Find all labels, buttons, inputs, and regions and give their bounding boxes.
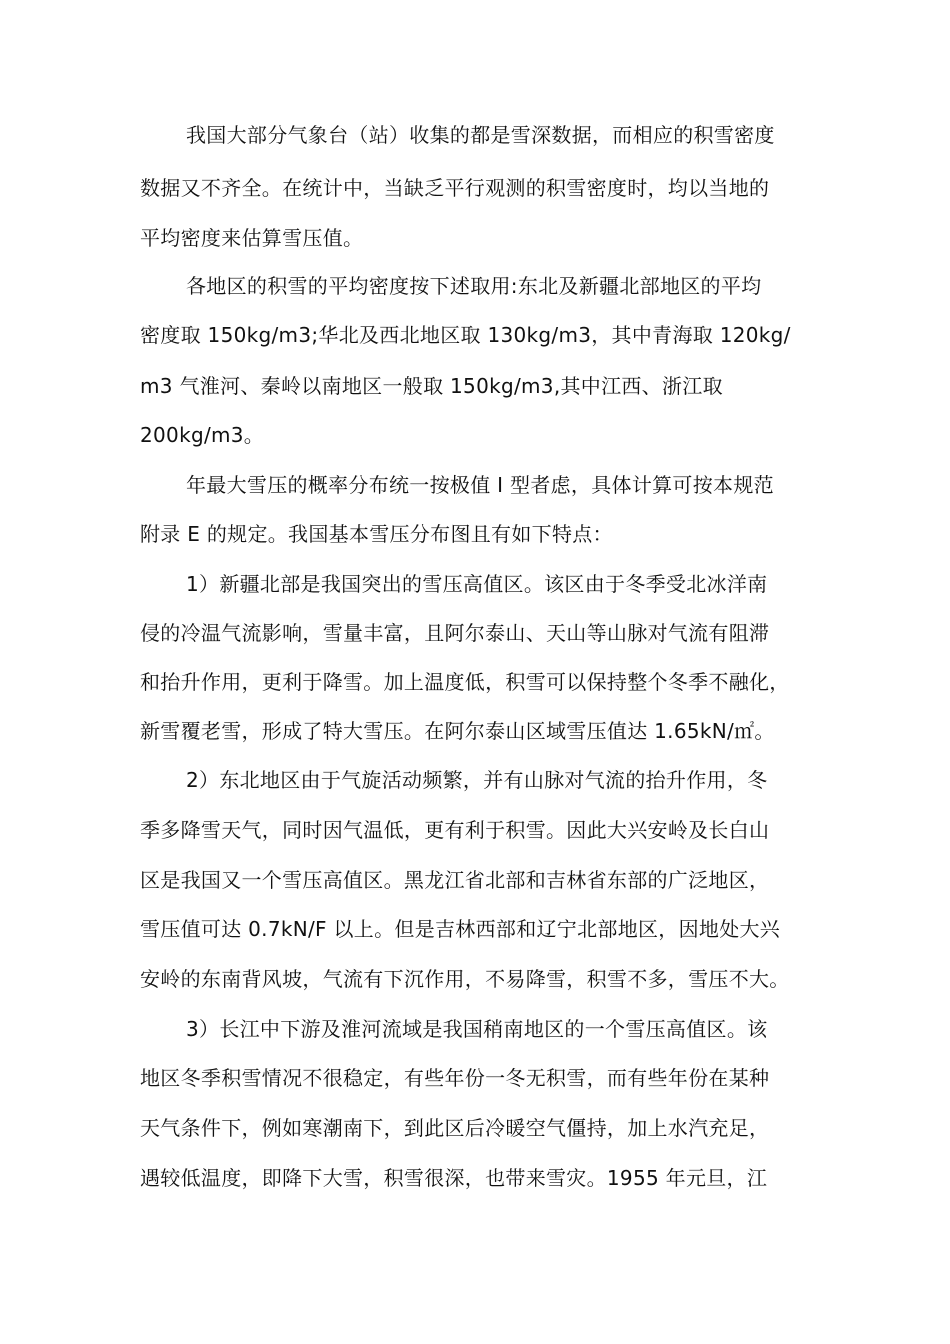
text-line: 季多降雪天气，同时因气温低，更有利于积雪。因此大兴安岭及长白山	[140, 818, 770, 842]
text-line: 密度取 150kg/m3;华北及西北地区取 130kg/m3，其中青海取 120kg/	[140, 323, 791, 347]
text-line: 和抬升作用，更利于降雪。加上温度低，积雪可以保持整个冬季不融化，	[140, 670, 790, 694]
text-line: 2）东北地区由于气旋活动频繁，并有山脉对气流的抬升作用，冬	[186, 768, 768, 792]
text-line: 数据又不齐全。在统计中，当缺乏平行观测的积雪密度时，均以当地的	[140, 176, 770, 200]
text-line: m3 气淮河、秦岭以南地区一般取 150kg/m3,其中江西、浙江取	[140, 374, 723, 398]
text-line: 遇较低温度，即降下大雪，积雪很深，也带来雪灾。1955 年元旦，江	[140, 1166, 768, 1190]
text-line: 区是我国又一个雪压高值区。黑龙江省北部和吉林省东部的广泛地区，	[140, 868, 770, 892]
text-line: 200kg/m3。	[140, 423, 265, 447]
text-line: 雪压值可达 0.7kN/F 以上。但是吉林西部和辽宁北部地区，因地处大兴	[140, 917, 781, 941]
text-line: 新雪覆老雪，形成了特大雪压。在阿尔泰山区域雪压值达 1.65kN/㎡。	[140, 719, 775, 743]
text-line: 年最大雪压的概率分布统一按极值 I 型者虑，具体计算可按本规范	[186, 473, 774, 497]
text-line: 侵的冷温气流影响，雪量丰富，且阿尔泰山、天山等山脉对气流有阻滞	[140, 621, 770, 645]
text-line: 附录 E 的规定。我国基本雪压分布图且有如下特点：	[140, 522, 613, 546]
text-line: 3）长江中下游及淮河流域是我国稍南地区的一个雪压高值区。该	[186, 1017, 768, 1041]
text-line: 地区冬季积雪情况不很稳定，有些年份一冬无积雪，而有些年份在某种	[140, 1066, 770, 1090]
text-line: 平均密度来估算雪压值。	[140, 226, 364, 250]
text-line: 我国大部分气象台（站）收集的都是雪深数据，而相应的积雪密度	[186, 123, 775, 147]
text-line: 安岭的东南背风坡，气流有下沉作用，不易降雪，积雪不多，雪压不大。	[140, 967, 790, 991]
text-line: 各地区的积雪的平均密度按下述取用:东北及新疆北部地区的平均	[186, 274, 762, 298]
text-line: 1）新疆北部是我国突出的雪压高值区。该区由于冬季受北冰洋南	[186, 572, 768, 596]
text-line: 天气条件下，例如寒潮南下，到此区后冷暖空气僵持，加上水汽充足，	[140, 1116, 770, 1140]
